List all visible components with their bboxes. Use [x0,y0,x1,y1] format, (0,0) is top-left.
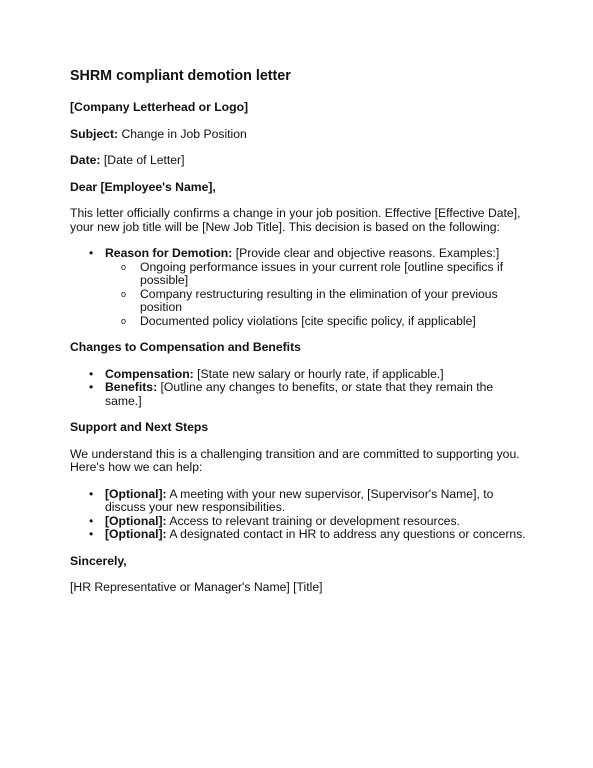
item-label: [Optional]: [105,527,167,541]
bullet-icon: • [89,486,94,501]
reason-example-text: Documented policy violations [cite specific policy, if applicable] [140,313,476,328]
reason-label: Reason for Demotion: [105,246,233,260]
list-item [70,381,530,408]
bullet-icon: • [89,380,94,394]
list-item [70,515,530,529]
support-list [70,488,530,542]
item-label: [Optional]: [105,486,167,501]
item-text: A meeting with your new supervisor, [Supervisor's Name], to discuss your new responsibilities. [105,486,494,514]
circle-bullet-icon: o [121,288,127,299]
bullet-icon: • [89,527,94,541]
item-text: Access to relevant training or development resources. [169,513,460,528]
date-line [70,154,530,168]
closing: Sincerely, [70,553,127,568]
reason-example-text: Company restructuring resulting in the elimination of your previous position [140,286,498,314]
document-title: SHRM compliant demotion letter [70,68,291,84]
bullet-icon: • [89,366,94,381]
reason-example-text: Ongoing performance issues in your current role [outline specifics if possible] [140,259,504,287]
subject-line [70,128,530,142]
compensation-heading: Changes to Compensation and Benefits [70,340,301,354]
greeting: Dear [Employee's Name], [70,179,216,194]
support-intro: We understand this is a challenging transition and are committed to supporting you. Here's how we can help: [70,446,520,474]
item-label: [Optional]: [105,513,167,528]
item-label: Compensation: [105,366,194,381]
reason-example [105,261,530,288]
reason-examples [105,261,530,329]
subject-value: Change in Job Position [121,126,247,141]
list-item [70,488,530,515]
reason-example [105,315,530,329]
date-value: [Date of Letter] [103,153,185,167]
letter-body [70,68,530,608]
date-label: Date: [70,153,101,167]
support-heading: Support and Next Steps [70,420,209,434]
subject-label: Subject: [70,126,119,141]
compensation-list [70,368,530,409]
bullet-icon: • [89,246,94,260]
signature-line: [HR Representative or Manager's Name] [Title] [70,580,323,594]
item-text: [Outline any changes to benefits, or state that they remain the same.] [105,380,494,408]
reason-text: [Provide clear and objective reasons. Examples:] [235,246,500,260]
list-item [70,368,530,382]
circle-bullet-icon: o [121,315,127,326]
intro-paragraph: This letter officially confirms a change in your job position. Effective [Effective Date], your new job title will be [New Job Title]. This decision is based on the following: [70,206,521,234]
list-item [70,528,530,542]
reason-list [70,247,530,328]
item-text: [State new salary or hourly rate, if applicable.] [197,366,444,381]
reason-example [105,288,530,315]
reason-item [70,247,530,328]
item-label: Benefits: [105,380,158,394]
item-text: A designated contact in HR to address any questions or concerns. [169,527,526,541]
bullet-icon: • [89,513,94,528]
circle-bullet-icon: o [121,261,127,272]
letterhead-placeholder: [Company Letterhead or Logo] [70,100,249,114]
